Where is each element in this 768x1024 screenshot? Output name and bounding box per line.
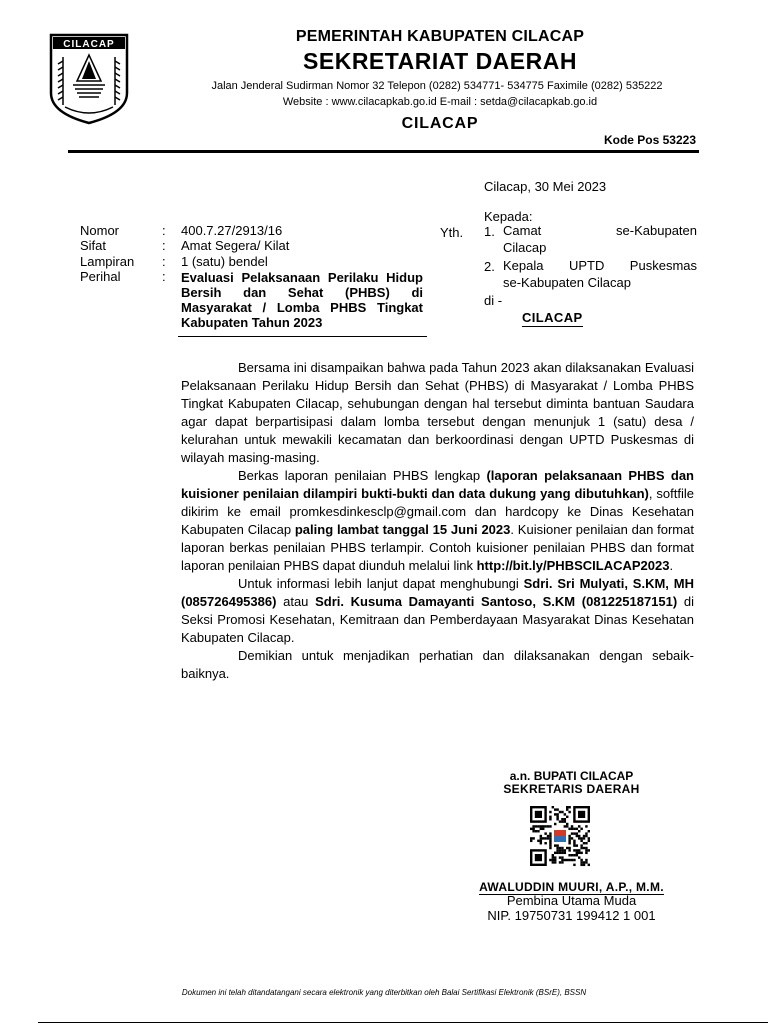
lampiran-value: 1 (satu) bendel [181, 254, 268, 269]
contact-person: Sdri. Kusuma Damayanti Santoso, S.KM (081225187151) [315, 594, 678, 609]
signature-on-behalf: a.n. BUPATI CILACAP [509, 769, 634, 783]
signature-qr-code [530, 800, 590, 872]
meta-colon: : [162, 254, 166, 269]
footer-divider [38, 1022, 768, 1023]
recipient-line: Cilacap [503, 240, 547, 255]
signatory-nip: NIP. 19750731 199412 1 001 [487, 908, 656, 923]
nomor-value: 400.7.27/2913/16 [181, 223, 283, 238]
perihal-underline [178, 336, 427, 337]
recipient-at: di - [484, 293, 503, 308]
body-text: di Seksi Promosi Kesehatan, Kemitraan dan Pemberdayaan Masyarakat Dinas Kesehatan Kabupaten Cilacap. [181, 594, 694, 645]
perihal-label: Perihal [80, 269, 121, 284]
body-text: . [669, 558, 674, 573]
signature-position: SEKRETARIS DAERAH [503, 782, 640, 796]
deadline-emphasis: paling lambat tanggal 15 Juni 2023 [294, 522, 511, 537]
body-text: . Kuisioner penilaian dan format laporan berkas penilaian PHBS terlampir. Contoh kuisioner penilaian PHBS dan format laporan penilaian PHBS dapat diunduh melalui link [181, 522, 694, 573]
logo-text: CILACAP [63, 39, 115, 50]
lampiran-label: Lampiran [80, 254, 135, 269]
nomor-label: Nomor [80, 223, 120, 238]
contact-person: Sdri. Sri Mulyati, S.KM, MH (085726495386) [181, 576, 694, 609]
meta-colon: : [162, 269, 166, 284]
signatory-rank: Pembina Utama Muda [506, 893, 637, 908]
signatory-name-text: AWALUDDIN MUURI, A.P., M.M. [479, 880, 664, 894]
sifat-label: Sifat [80, 238, 107, 253]
body-text: , softfile dikirim ke email promkesdinkesclp@gmail.com dan hardcopy ke Dinas Kesehatan Kabupaten Cilacap [181, 486, 694, 537]
letter-date: Cilacap, 30 Mei 2023 [484, 179, 607, 194]
sifat-value: Amat Segera/ Kilat [181, 238, 290, 253]
recipient-number: 2. [484, 259, 495, 274]
letterhead-divider [68, 150, 699, 153]
download-link: http://bit.ly/PHBSCILACAP2023 [476, 558, 670, 573]
body-paragraph: Demikian untuk menjadikan perhatian dan dilaksanakan dengan sebaik-baiknya. [181, 648, 694, 681]
body-emphasis: (laporan pelaksanaan PHBS dan kuisioner penilaian dilampiri bukti-bukti dan data dukung yang dibutuhkan) [181, 468, 694, 501]
meta-colon: : [162, 238, 166, 253]
office-contact: Website : www.cilacapkab.go.id E-mail : setda@cilacapkab.go.id [282, 96, 598, 108]
body-text: atau [276, 594, 316, 609]
body-paragraph [181, 467, 694, 575]
letterhead-city: CILACAP [401, 115, 479, 132]
body-text: Untuk informasi lebih lanjut dapat menghubungi [238, 576, 524, 591]
body-text: Berkas laporan penilaian PHBS lengkap [238, 468, 487, 483]
signatory-name [440, 880, 703, 894]
postal-code: Kode Pos 53223 [603, 133, 696, 147]
meta-colon: : [162, 223, 166, 238]
e-signature-note: Dokumen ini telah ditandatangani secara elektronik yang diterbitkan oleh Balai Sertifikasi Elektronik (BSrE), BSSN [181, 988, 587, 997]
recipient-salutation: Yth. [440, 225, 464, 240]
recipient-city: CILACAP [522, 310, 583, 325]
perihal-value: Evaluasi Pelaksanaan Perilaku Hidup Bersih dan Sehat (PHBS) di Masyarakat / Lomba PHBS Tingkat Kabupaten Tahun 2023 [181, 270, 423, 330]
recipient-line: Kepala UPTD Puskesmas [503, 258, 697, 273]
government-name: PEMERINTAH KABUPATEN CILACAP [295, 28, 585, 45]
body-paragraph [181, 575, 694, 647]
recipient-line: se-Kabupaten Cilacap [503, 275, 631, 290]
recipient-number: 1. [484, 224, 495, 239]
body-paragraph: Bersama ini disampaikan bahwa pada Tahun 2023 akan dilaksanakan Evaluasi Pelaksanaan Perilaku Hidup Bersih dan Sehat (PHBS) di Masyarakat / Lomba PHBS Tingkat Kabupaten Cilacap, sehubungan dengan hal tersebut diminta bantuan Saudara agar dapat berpartisipasi dalam lomba tersebut dengan menunjuk 1 (satu) desa / kelurahan untuk mewakili kecamatan dan berkoordinasi dengan UPTD Puskesmas di wilayah masing-masing. [181, 360, 694, 465]
recipient-heading: Kepada: [484, 209, 533, 224]
letter-body [181, 359, 694, 683]
office-name: SEKRETARIAT DAERAH [303, 48, 577, 74]
recipient-line: Camat se-Kabupaten [503, 223, 697, 238]
office-address: Jalan Jenderal Sudirman Nomor 32 Telepon (0282) 534771- 534775 Faximile (0282) 535222 [211, 80, 663, 92]
regency-logo [49, 33, 129, 125]
